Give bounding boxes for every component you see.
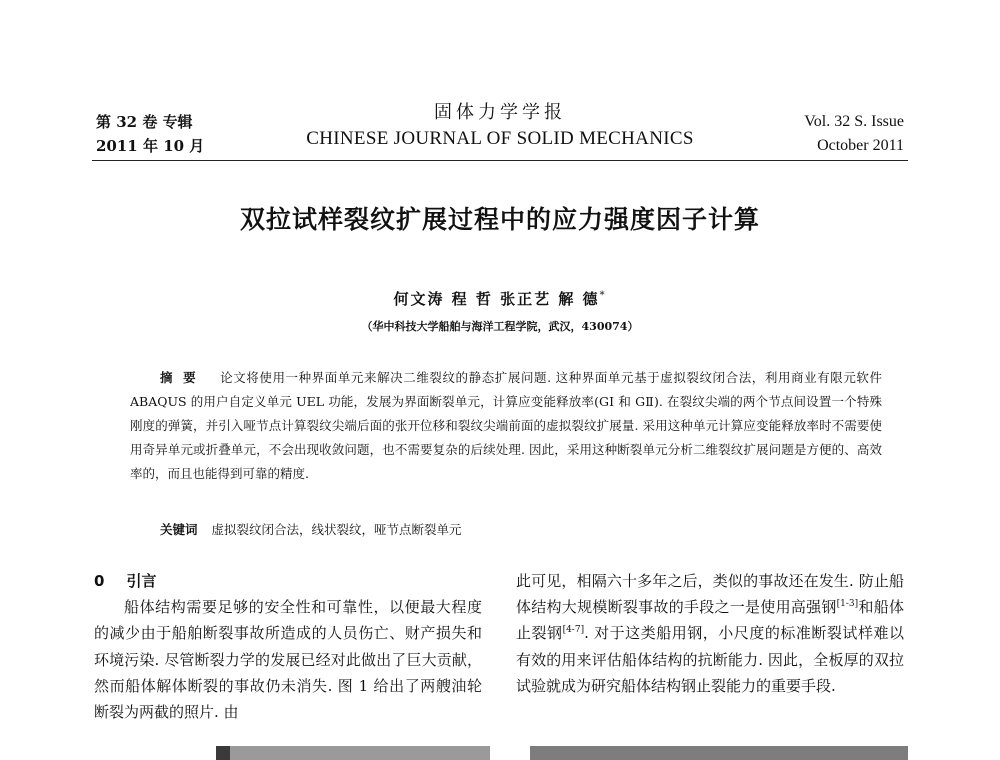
journal-volume-en-block [804,110,904,158]
citation-ref: [4-7] [562,625,585,636]
issue-date: 2011 年 10 月 [96,137,205,155]
section-heading [94,568,482,594]
body-column-left [94,568,482,725]
section-title: 引言 [126,572,157,590]
figure-1a-photo-edge [216,746,230,760]
journal-volume-block [96,110,204,158]
intro-paragraph: 船体结构需要足够的安全性和可靠性，以便最大程度的减少由于船舶断裂事故所造成的人员伤亡、财产损失和环境污染. 尽管断裂力学的发展已经对此做出了巨大贡献，然而船体解体断裂的事故仍未消失. 图 1 给出了两艘油轮断裂为两截的照片. 由 [94,598,482,722]
header-divider [92,160,908,161]
journal-name-cn: 固体力学学报 [434,102,566,123]
keywords-text: 虚拟裂纹闭合法，线状裂纹，哑节点断裂单元 [211,522,462,537]
abstract-text: 论文将使用一种界面单元来解决二维裂纹的静态扩展问题. 这种界面单元基于虚拟裂纹闭合法，利用商业有限元软件 ABAQUS 的用户自定义单元 UEL 功能，发展为界面断裂单元，计算应变能释放率(GⅠ 和 GⅡ). 在裂纹尖端的两个节点间设置一个特殊刚度的弹簧，并引入哑节点计算裂纹尖端后面的张开位移和裂纹尖端前面的虚拟裂纹扩展量. 采用这种单元计算应变能释放率时不需要使用奇异单元或折叠单元，不会出现收敛问题，也不需要复杂的后续处理. 因此，采用这种断裂单元分析二维裂纹扩展问题是方便的、高效率的，而且也能得到可靠的精度. [130,370,882,481]
author-names: 何文涛 程 哲 张正艺 解 德 [393,290,600,308]
intro-paragraph-cont: . 对于这类船用钢，小尺度的标准断裂试样难以有效的用来评估船体结构的抗断能力. 因此，全板厚的双拉试验就成为研究船体结构钢止裂能力的重要手段. [516,624,904,695]
abstract [130,366,882,486]
journal-name-en: CHINESE JOURNAL OF SOLID MECHANICS [306,128,694,149]
keywords-label: 关键词 [160,522,198,537]
corresponding-author-mark: * [599,290,607,301]
issue-date-en: October 2011 [817,137,904,154]
affiliation: （华中科技大学船舶与海洋工程学院，武汉，430074） [361,320,639,333]
journal-title-block [250,100,750,152]
body-column-right [516,568,904,699]
keywords [160,520,880,540]
abstract-label: 摘要 [160,370,207,385]
intro-paragraph-cont: 和船体止裂钢 [516,598,904,643]
intro-paragraph-cont: 此可见，相隔六十多年之后，类似的事故还在发生. 防止船体结构大规模断裂事故的手段之一是使用高强钢 [516,572,904,617]
volume-issue-en: Vol. 32 S. Issue [804,113,904,130]
figure-1b-photo [530,746,908,760]
citation-ref: [1-3] [836,599,859,610]
volume-issue: 第 32 卷 专辑 [96,113,193,131]
paper-title: 双拉试样裂纹扩展过程中的应力强度因子计算 [239,205,760,234]
author-list [100,288,900,309]
figure-1a-photo [216,746,490,760]
section-number: 0 [94,572,105,590]
